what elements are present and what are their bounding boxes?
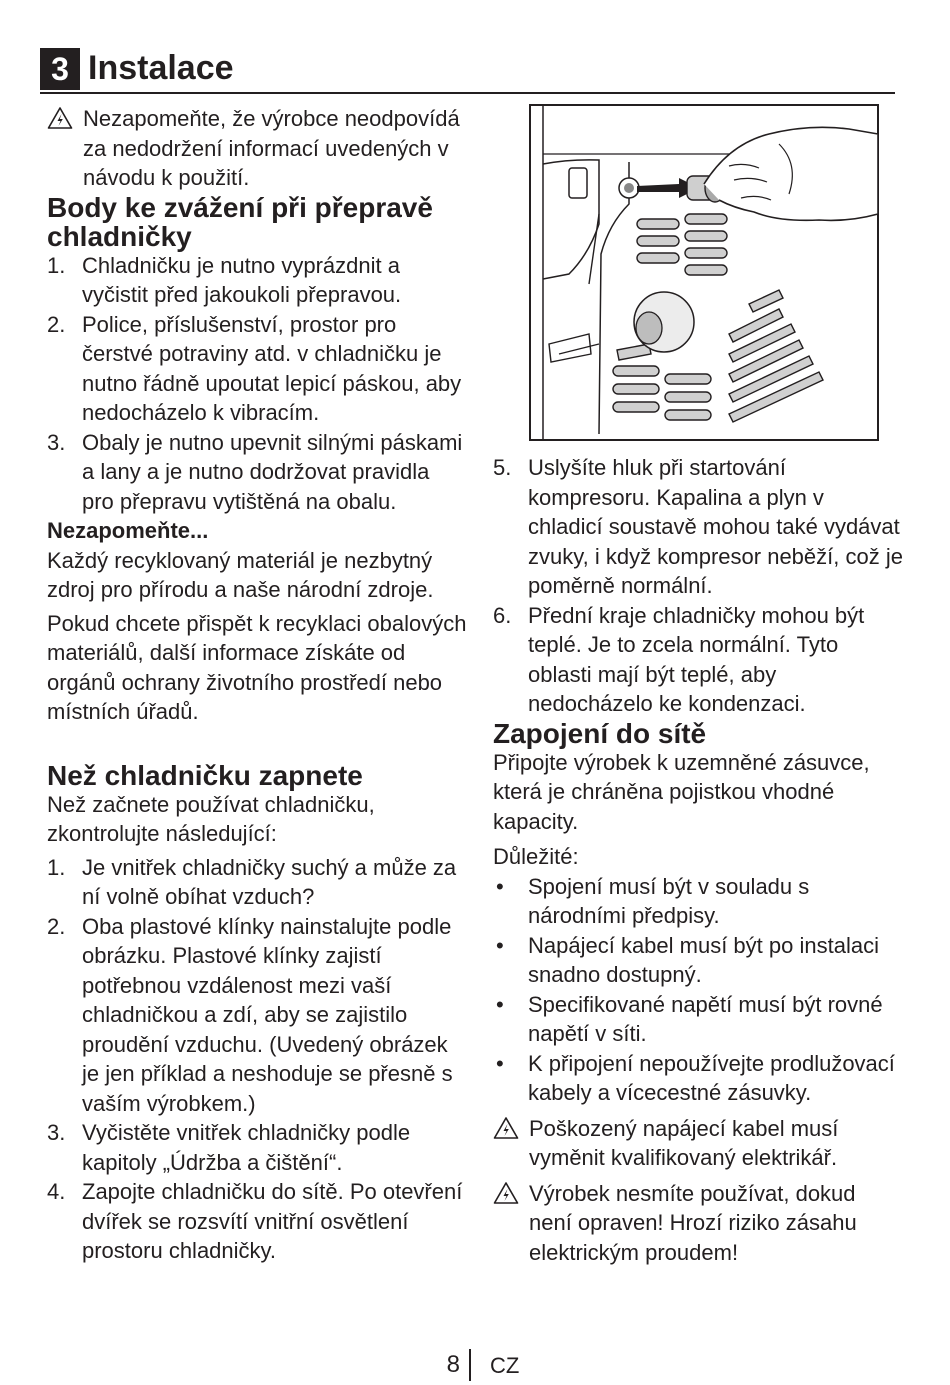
footer-divider: [469, 1349, 471, 1381]
reminder-paragraph-2: Pokud chcete přispět k recyklaci obalových materiálů, další informace získáte od orgánů ochrany životního prostředí nebo místních úřadů.: [47, 610, 467, 724]
continued-list: [493, 453, 903, 719]
warning-text: Poškozený napájecí kabel musí vyměnit kvalifikovaný elektrikář.: [529, 1115, 839, 1170]
list-item: 6. Přední kraje chladničky mohou být teplé. Je to zcela normální. Tyto oblasti mají být teplé, aby nedocházelo ke kondenzaci.: [493, 602, 865, 716]
warning-note: [493, 1179, 903, 1268]
left-column: [47, 104, 467, 1266]
warning-icon: [493, 1116, 519, 1140]
transport-list: [47, 251, 467, 517]
list-item: • K připojení nepoužívejte prodlužovací kabely a vícecestné zásuvky.: [496, 1050, 895, 1105]
list-item: • Spojení musí být v souladu s národními předpisy.: [496, 873, 810, 928]
power-heading: Zapojení do sítě: [493, 717, 707, 749]
warning-icon: [47, 106, 73, 130]
page-footer: [0, 1345, 950, 1385]
language-code: CZ: [490, 1353, 520, 1378]
list-item: 4. Zapojte chladničku do sítě. Po otevření dvířek se rozsvítí vnitřní osvětlení prostoru chladničky.: [47, 1179, 463, 1263]
list-item: 2. Police, příslušenství, prostor pro čerstvé potraviny atd. v chladničku je nutno řádně upoutat lepicí páskou, aby nedocházelo k vibracím.: [47, 311, 462, 425]
list-item: 2. Oba plastové klínky nainstalujte podle obrázku. Plastové klínky zajistí potřebnou vzdálenost mezi vaší chladničkou a zdí, aby se zajistilo proudění vzduchu. (Uvedený obrázek je jen příklad a neshoduje se přesně s vaším výrobkem.): [47, 913, 453, 1116]
before-start-list: [47, 853, 467, 1266]
transport-heading: Body ke zvážení při přepravě chladničky: [47, 191, 433, 252]
warning-note: [47, 104, 467, 193]
list-item: 5. Uslyšíte hluk při startování kompresoru. Kapalina a plyn v chladicí soustavě mohou také vydávat zvuky, i když kompresor neběží, což je poměrně normální.: [493, 455, 903, 598]
section-title: Instalace: [88, 49, 234, 87]
reminder-heading: Nezapomeňte...: [47, 518, 209, 543]
section-header: [40, 46, 895, 94]
before-start-intro: Než začnete používat chladničku, zkontrolujte následující:: [47, 791, 375, 846]
power-intro: Připojte výrobek k uzemněné zásuvce, která je chráněna pojistkou vhodné kapacity.: [493, 749, 870, 834]
section-number: 3: [40, 48, 80, 90]
before-start-heading: Než chladničku zapnete: [47, 759, 363, 791]
installation-drawing: [529, 104, 879, 441]
spacer-installation-illustration: [529, 104, 879, 441]
list-item: 1. Chladničku je nutno vyprázdnit a vyčistit před jakoukoli přepravou.: [47, 252, 402, 307]
warning-text: Výrobek nesmíte používat, dokud není opraven! Hrozí riziko zásahu elektrickým proudem!: [529, 1180, 857, 1265]
power-bullet-list: [493, 872, 903, 1108]
list-item: • Specifikované napětí musí být rovné napětí v síti.: [496, 991, 883, 1046]
page-number: 8: [446, 1351, 460, 1378]
list-item: 1. Je vnitřek chladničky suchý a může za ní volně obíhat vzduch?: [47, 854, 457, 909]
list-item: 3. Obaly je nutno upevnit silnými páskami a lany a je nutno dodržovat pravidla pro přepravu vytištěná na obalu.: [47, 429, 463, 514]
warning-text: Nezapomeňte, že výrobce neodpovídá za nedodržení informací uvedených v návodu k použití.: [83, 106, 460, 190]
list-item: 3. Vyčistěte vnitřek chladničky podle kapitoly „Údržba a čištění“.: [47, 1120, 411, 1175]
warning-note: [493, 1114, 903, 1173]
reminder-paragraph-1: Každý recyklovaný materiál je nezbytný zdroj pro přírodu a naše národní zdroje.: [47, 547, 434, 602]
important-label: Důležité:: [493, 844, 579, 869]
right-column: [493, 104, 903, 1267]
warning-icon: [493, 1181, 519, 1205]
list-item: • Napájecí kabel musí být po instalaci snadno dostupný.: [496, 932, 879, 987]
